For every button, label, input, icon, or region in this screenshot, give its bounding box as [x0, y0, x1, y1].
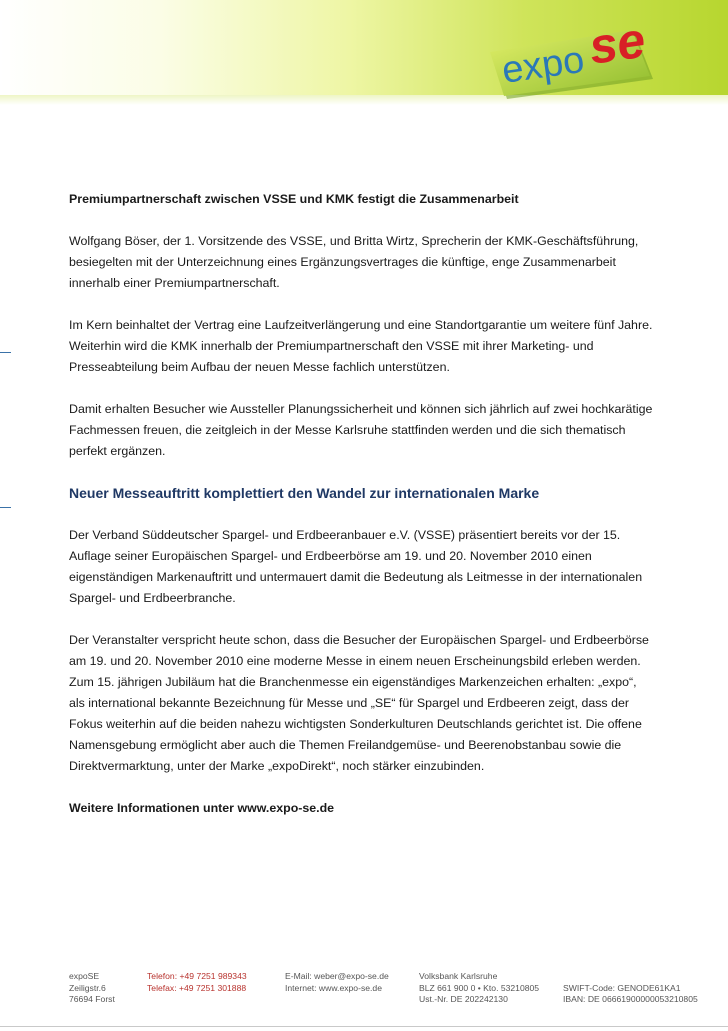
paragraph: Im Kern beinhaltet der Vertrag eine Laufzeitverlängerung und eine Standortgarantie um weitere fünf Jahre. Weiterhin wird die KMK innerhalb der Premiumpartnerschaft den VSSE mit ihrer Marketing- und Presseabteilung beim Aufbau der neuen Messe fachlich unterstützen. — [69, 318, 653, 374]
letterhead-footer — [69, 971, 709, 1017]
footer-fax-line: Telefax: +49 7251 301888 — [147, 982, 247, 993]
footer-web — [285, 971, 389, 994]
paragraph: Wolfgang Böser, der 1. Vorsitzende des VSSE, und Britta Wirtz, Sprecherin der KMK-Geschäftsführung, besiegelten mit der Unterzeichnung eines Ergänzungsvertrages die künftige, enge Zusammenarbeit innerhalb einer Premiumpartnerschaft. — [69, 234, 639, 290]
section-subheading: Neuer Messeauftritt komplettiert den Wandel zur internationalen Marke — [69, 485, 540, 501]
logo-text-se: se — [585, 12, 649, 75]
press-release-body — [69, 189, 654, 840]
footer-swift — [563, 983, 698, 1006]
paragraph: Damit erhalten Besucher wie Aussteller Planungssicherheit und können sich jährlich auf zwei hochkarätige Fachmessen freuen, die zeitgleich in der Messe Karlsruhe stattfinden werden und die sich thematisch perfekt ergänzen. — [69, 402, 653, 458]
paragraph: Der Veranstalter verspricht heute schon, dass die Besucher der Europäischen Spargel- und Erdbeerbörse am 19. und 20. November 2010 eine moderne Messe in einem neuen Erscheinungsbild erleben werden. Zum 15. jährigen Jubiläum hat die Branchenmesse ein eigenständiges Markenzeichen erhalten: „expo“, als international bekannte Bezeichnung für Messe und „SE“ für Spargel und Erdbeeren zeigt, dass der Fokus weiterhin auf die beiden nahezu wichtigsten Sonderkulturen Deutschlands gerichtet ist. Die offene Namensgebung ermöglicht aber auch die Themen Freilandgemüse- und Beerenobstanbau sowie die Direktvermarktung, unter der Marke „expoDirekt“, noch stärker einzubinden. — [69, 633, 649, 773]
footer-address-line: 76694 Forst — [69, 994, 115, 1004]
paragraph: Der Verband Süddeutscher Spargel- und Erdbeeranbauer e.V. (VSSE) präsentiert bereits vor der 15. Auflage seiner Europäischen Spargel- und Erdbeerbörse am 19. und 20. November 2010 einen eigenständigen Markenauftritt und untermauert damit die Bedeutung als Leitmesse in der internationalen Spargel- und Erdbeerbranche. — [69, 528, 643, 605]
expose-logo — [482, 12, 678, 102]
margin-fold-mark — [0, 352, 11, 353]
logo-text-expo: expo — [499, 38, 587, 92]
footer-swift-line: SWIFT-Code: GENODE61KA1 — [563, 982, 681, 993]
footer-phone-line: Telefon: +49 7251 989343 — [147, 971, 247, 981]
footer-rule — [0, 1026, 728, 1027]
closing-info-line: Weitere Informationen unter www.expo-se.de — [69, 801, 335, 815]
footer-bank-line: BLZ 661 900 0 • Kto. 53210805 — [419, 982, 540, 993]
footer-address-line: Zeiligstr.6 — [69, 982, 106, 993]
footer-email-line: E-Mail: weber@expo-se.de — [285, 971, 389, 981]
footer-iban-line: IBAN: DE 06661900000053210805 — [563, 994, 698, 1004]
footer-internet-line: Internet: www.expo-se.de — [285, 982, 382, 993]
footer-bank-line: Ust.-Nr. DE 202242130 — [419, 994, 508, 1004]
footer-phone — [147, 971, 247, 994]
margin-punch-mark — [0, 507, 11, 508]
press-release-heading: Premiumpartnerschaft zwischen VSSE und KMK festigt die Zusammenarbeit — [69, 192, 519, 206]
footer-address — [69, 971, 115, 1006]
footer-address-line: expoSE — [69, 971, 100, 981]
footer-bank-line: Volksbank Karlsruhe — [419, 971, 498, 981]
footer-bank — [419, 971, 539, 1006]
